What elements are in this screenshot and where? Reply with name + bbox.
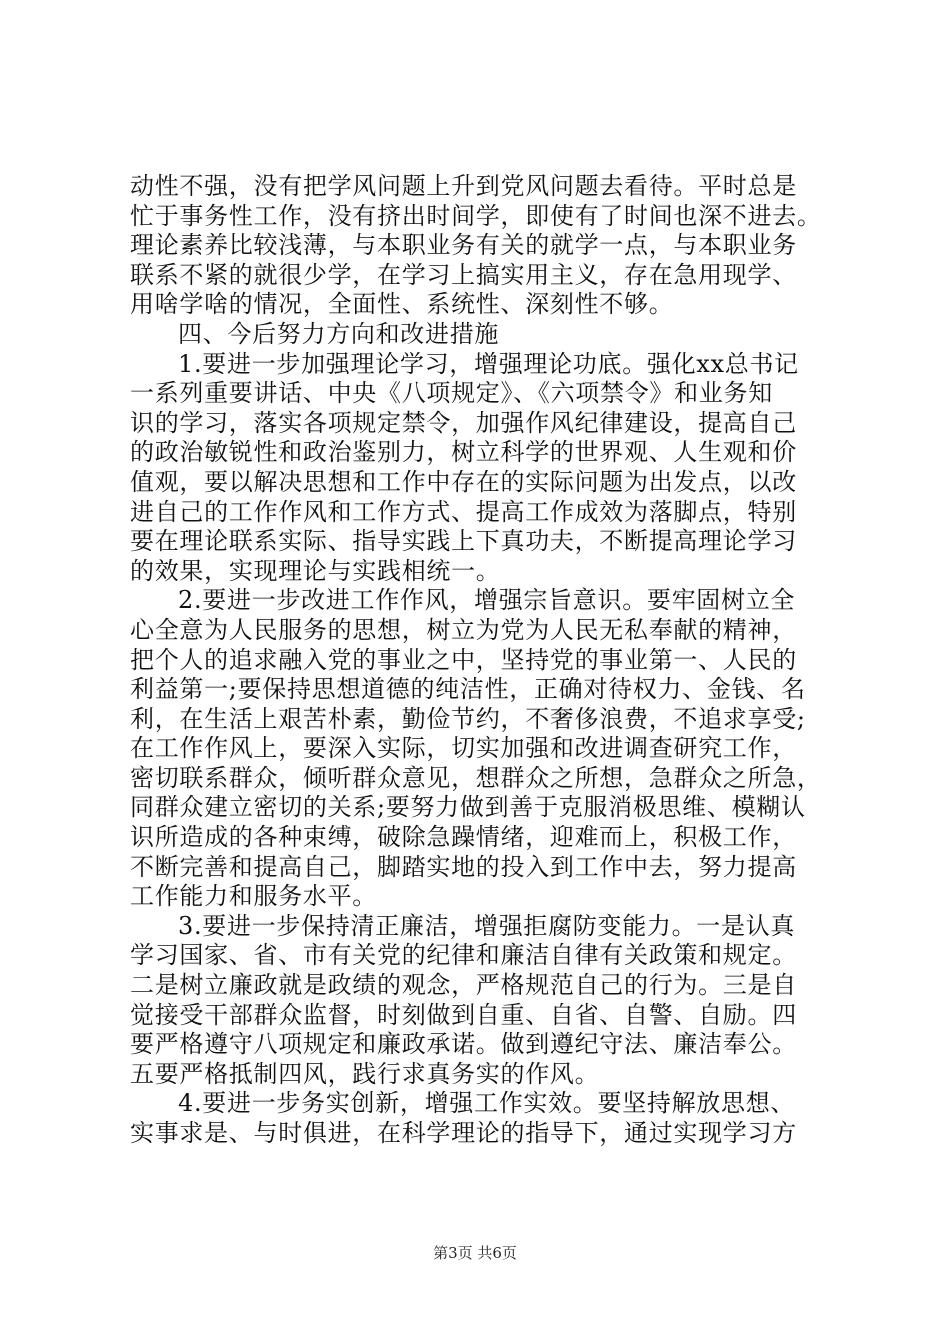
paragraph-start: 4.要进一步务实创新，增强工作实效。要坚持解放思想、 xyxy=(178,1089,796,1118)
text-line: 理论素养比较浅薄，与本职业务有关的就学一点，与本职业务 xyxy=(130,231,797,260)
text-line: 学习国家、省、市有关党的纪律和廉洁自律有关政策和规定。 xyxy=(130,941,797,970)
paragraph-start: 1.要进一步加强理论学习，增强理论功底。强化xx总书记 xyxy=(178,349,799,378)
text-line: 二是树立廉政就是政绩的观念，严格规范自己的行为。三是自 xyxy=(130,971,797,1000)
text-line: 五要严格抵制四风，践行求真务实的作风。 xyxy=(130,1059,600,1088)
text-line: 值观，要以解决思想和工作中存在的实际问题为出发点，以改 xyxy=(130,467,797,496)
document-body xyxy=(130,172,830,1149)
text-line: 把个人的追求融入党的事业之中，坚持党的事业第一、人民的 xyxy=(130,645,797,674)
text-line: 密切联系群众，倾听群众意见，想群众之所想，急群众之所急， xyxy=(130,763,822,792)
text-line: 联系不紧的就很少学，在学习上搞实用主义，存在急用现学、 xyxy=(130,260,797,289)
text-line: 用啥学啥的情况，全面性、系统性、深刻性不够。 xyxy=(130,290,674,319)
text-line: 要严格遵守八项规定和廉政承诺。做到遵纪守法、廉洁奉公。 xyxy=(130,1030,797,1059)
text-line: 工作能力和服务水平。 xyxy=(130,882,377,911)
text-line: 一系列重要讲话、中央《八项规定》、《六项禁令》和业务知 xyxy=(130,379,773,408)
paragraph-start: 2.要进一步改进工作作风，增强宗旨意识。要牢固树立全 xyxy=(178,586,796,615)
text-line: 识所造成的各种束缚，破除急躁情绪，迎难而上，积极工作， xyxy=(130,823,797,852)
text-line: 利益第一;要保持思想道德的纯洁性，正确对待权力、金钱、名 xyxy=(130,675,806,704)
section-heading: 四、今后努力方向和改进措施 xyxy=(178,319,500,348)
page-number-footer: 第3页 共6页 xyxy=(433,1244,517,1262)
paragraph-start: 3.要进一步保持清正廉洁，增强拒腐防变能力。一是认真 xyxy=(178,911,796,940)
text-line: 进自己的工作作风和工作方式、提高工作成效为落脚点，特别 xyxy=(130,497,797,526)
text-line: 忙于事务性工作，没有挤出时间学，即使有了时间也深不进去。 xyxy=(130,201,822,230)
text-line: 在工作作风上，要深入实际，切实加强和改进调查研究工作， xyxy=(130,734,797,763)
text-line: 的效果，实现理论与实践相统一。 xyxy=(130,556,501,585)
text-line: 心全意为人民服务的思想，树立为党为人民无私奉献的精神， xyxy=(130,615,797,644)
text-line: 动性不强，没有把学风问题上升到党风问题去看待。平时总是 xyxy=(130,172,797,200)
text-line: 的政治敏锐性和政治鉴别力，树立科学的世界观、人生观和价 xyxy=(130,438,797,467)
text-line: 同群众建立密切的关系;要努力做到善于克服消极思维、模糊认 xyxy=(130,793,806,822)
text-line: 觉接受干部群众监督，时刻做到自重、自省、自警、自励。四 xyxy=(130,1000,797,1029)
text-line: 要在理论联系实际、指导实践上下真功夫，不断提高理论学习 xyxy=(130,527,797,556)
text-line: 不断完善和提高自己，脚踏实地的投入到工作中去，努力提高 xyxy=(130,852,797,881)
text-line: 实事求是、与时俱进，在科学理论的指导下，通过实现学习方 xyxy=(130,1119,797,1147)
text-line: 利，在生活上艰苦朴素，勤俭节约，不奢侈浪费，不追求享受; xyxy=(130,704,806,733)
text-line: 识的学习，落实各项规定禁令，加强作风纪律建设，提高自己 xyxy=(130,408,797,437)
